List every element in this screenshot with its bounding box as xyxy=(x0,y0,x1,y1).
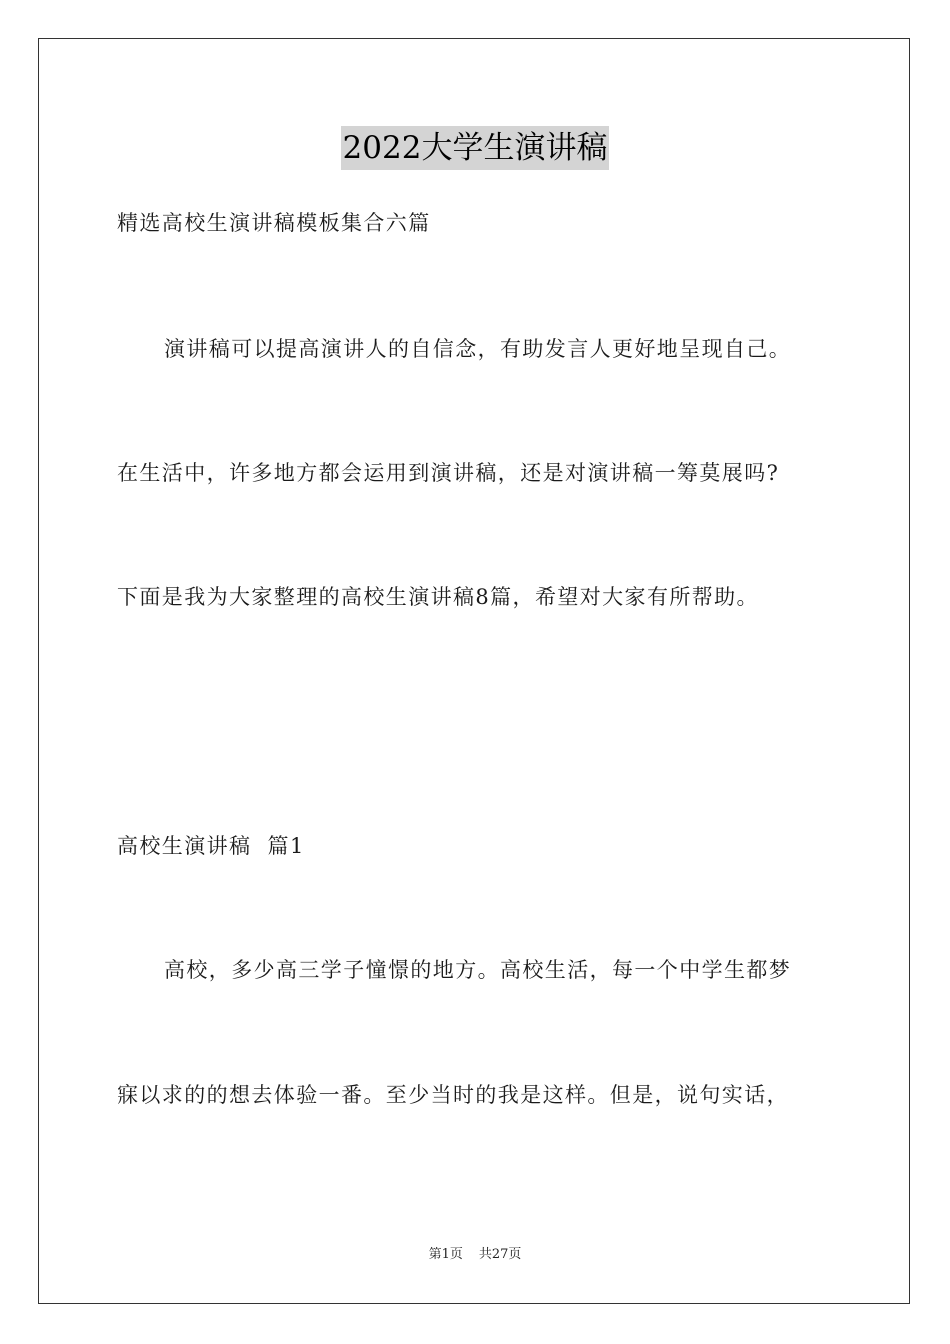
intro-line-2: 在生活中，许多地方都会运用到演讲稿，还是对演讲稿一筹莫展吗? xyxy=(117,461,780,485)
title-container xyxy=(0,126,950,170)
document-title: 2022大学生演讲稿 xyxy=(341,126,610,170)
page-footer xyxy=(0,1246,950,1264)
page-number: 第1页 xyxy=(428,1247,463,1262)
document-subtitle: 精选高校生演讲稿模板集合六篇 xyxy=(117,211,431,235)
intro-line-1: 演讲稿可以提高演讲人的自信念，有助发言人更好地呈现自己。 xyxy=(164,337,792,361)
page-total: 共27页 xyxy=(478,1247,522,1262)
intro-line-3: 下面是我为大家整理的高校生演讲稿8篇，希望对大家有所帮助。 xyxy=(117,585,759,609)
body-line-1: 高校，多少高三学子憧憬的地方。高校生活，每一个中学生都梦 xyxy=(164,958,792,982)
section-heading: 高校生演讲稿 篇1 xyxy=(117,834,305,858)
body-line-2: 寐以求的的想去体验一番。至少当时的我是这样。但是，说句实话， xyxy=(117,1083,789,1107)
